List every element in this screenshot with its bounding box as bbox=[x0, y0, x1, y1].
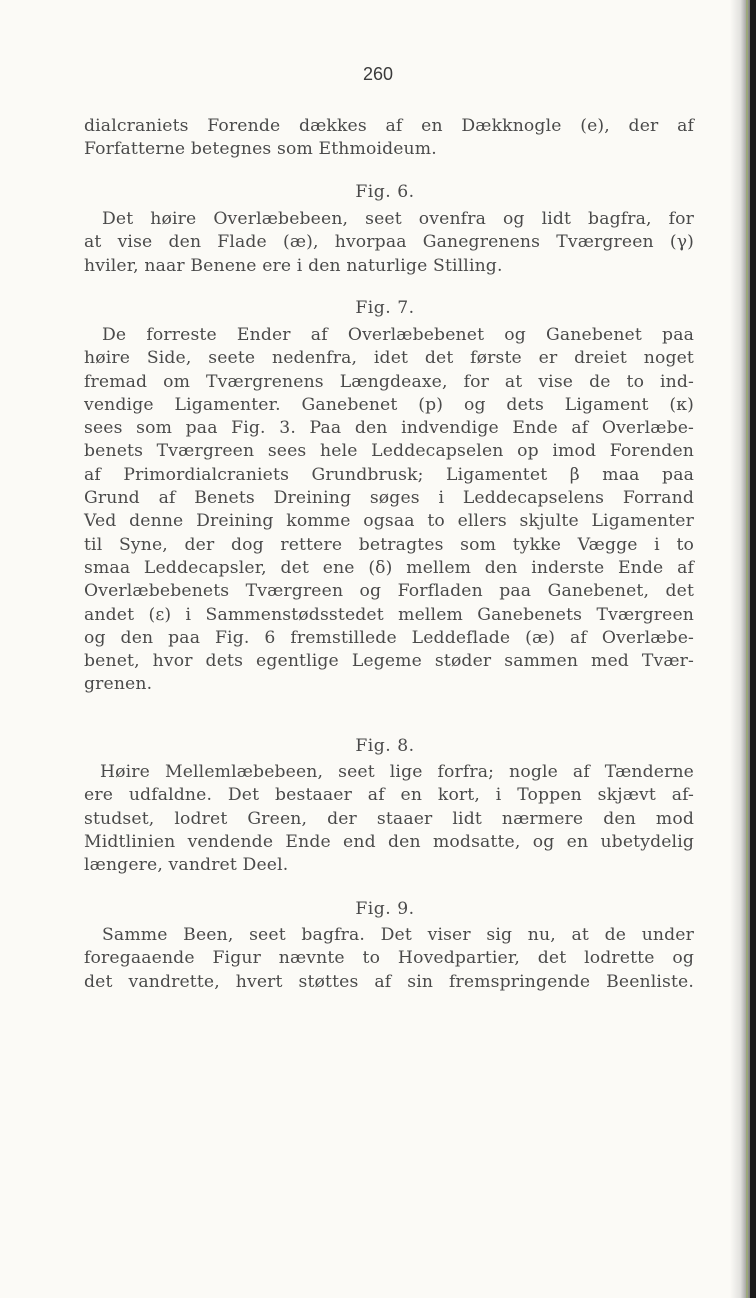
text-line: smaa Leddecapsler, det ene (δ) mellem den inderste Ende af bbox=[84, 557, 694, 578]
text-line: Høire Mellemlæbebeen, seet lige forfra; nogle af Tænderne bbox=[100, 762, 694, 782]
text-line: det vandrette, hvert støttes af sin fremspringende Beenliste. bbox=[84, 971, 694, 992]
text-line: høire Side, seete nedenfra, idet det første er dreiet noget bbox=[84, 348, 694, 369]
text-line: dialcraniets Forende dækkes af en Dækknogle (e), der af bbox=[84, 116, 694, 136]
text-line: Overlæbebenets Tværgreen og Forfladen paa Ganebenet, det bbox=[84, 581, 694, 602]
text-line: benets Tværgreen sees hele Leddecapselen op imod Forenden bbox=[84, 441, 694, 462]
figure-caption bbox=[84, 761, 694, 877]
figure-heading: Fig. 9. bbox=[355, 899, 415, 919]
text-line: De forreste Ender af Overlæbebenet og Ganebenet paa bbox=[102, 325, 694, 345]
text-line: andet (ε) i Sammenstødsstedet mellem Ganebenets Tværgreen bbox=[84, 604, 694, 625]
text-line: at vise den Flade (æ), hvorpaa Ganegrenens Tværgreen (γ) bbox=[84, 232, 694, 253]
figure-caption bbox=[84, 208, 694, 278]
text-line: studset, lodret Green, der staaer lidt nærmere den mod bbox=[84, 808, 694, 829]
text-line: af Primordialcraniets Grundbrusk; Ligamentet β maa paa bbox=[84, 464, 694, 485]
text-line: og den paa Fig. 6 fremstillede Leddeflade (æ) af Overlæbe- bbox=[84, 627, 694, 648]
figure-heading: Fig. 6. bbox=[355, 182, 415, 202]
text-line: vendige Ligamenter. Ganebenet (p) og dets Ligament (κ) bbox=[84, 394, 694, 415]
figure-caption bbox=[84, 324, 694, 697]
page-edge-line bbox=[746, 0, 748, 1298]
text-line: fremad om Tværgrenens Længdeaxe, for at vise de to ind- bbox=[84, 371, 694, 392]
text-line: Det høire Overlæbebeen, seet ovenfra og lidt bagfra, for bbox=[102, 209, 694, 229]
text-line: hviler, naar Benene ere i den naturlige Stilling. bbox=[84, 255, 503, 276]
intro-paragraph bbox=[84, 115, 694, 162]
text-line: Ved denne Dreining komme ogsaa to ellers skjulte Ligamenter bbox=[84, 511, 694, 532]
figure-caption bbox=[84, 924, 694, 994]
page-edge-stripe bbox=[750, 0, 756, 1298]
text-line: grenen. bbox=[84, 674, 153, 695]
text-line: Grund af Benets Dreining søges i Leddecapselens Forrand bbox=[84, 488, 694, 509]
text-line: Samme Been, seet bagfra. Det viser sig nu, at de under bbox=[102, 925, 694, 945]
text-line: sees som paa Fig. 3. Paa den indvendige Ende af Overlæbe- bbox=[84, 418, 694, 439]
figure-heading: Fig. 8. bbox=[355, 736, 415, 756]
text-line: foregaaende Figur nævnte to Hovedpartier, det lodrette og bbox=[84, 948, 694, 969]
text-line: længere, vandret Deel. bbox=[84, 855, 289, 876]
text-line: til Syne, der dog rettere betragtes som tykke Vægge i to bbox=[84, 534, 694, 555]
text-line: Forfatterne betegnes som Ethmoideum. bbox=[84, 139, 437, 160]
text-line: Midtlinien vendende Ende end den modsatte, og en ubetydelig bbox=[84, 831, 694, 852]
text-line: ere udfaldne. Det bestaaer af en kort, i Toppen skjævt af- bbox=[84, 785, 694, 806]
text-line: benet, hvor dets egentlige Legeme støder sammen med Tvær- bbox=[84, 651, 694, 672]
figure-heading: Fig. 7. bbox=[355, 298, 415, 318]
page-number: 260 bbox=[362, 64, 394, 84]
